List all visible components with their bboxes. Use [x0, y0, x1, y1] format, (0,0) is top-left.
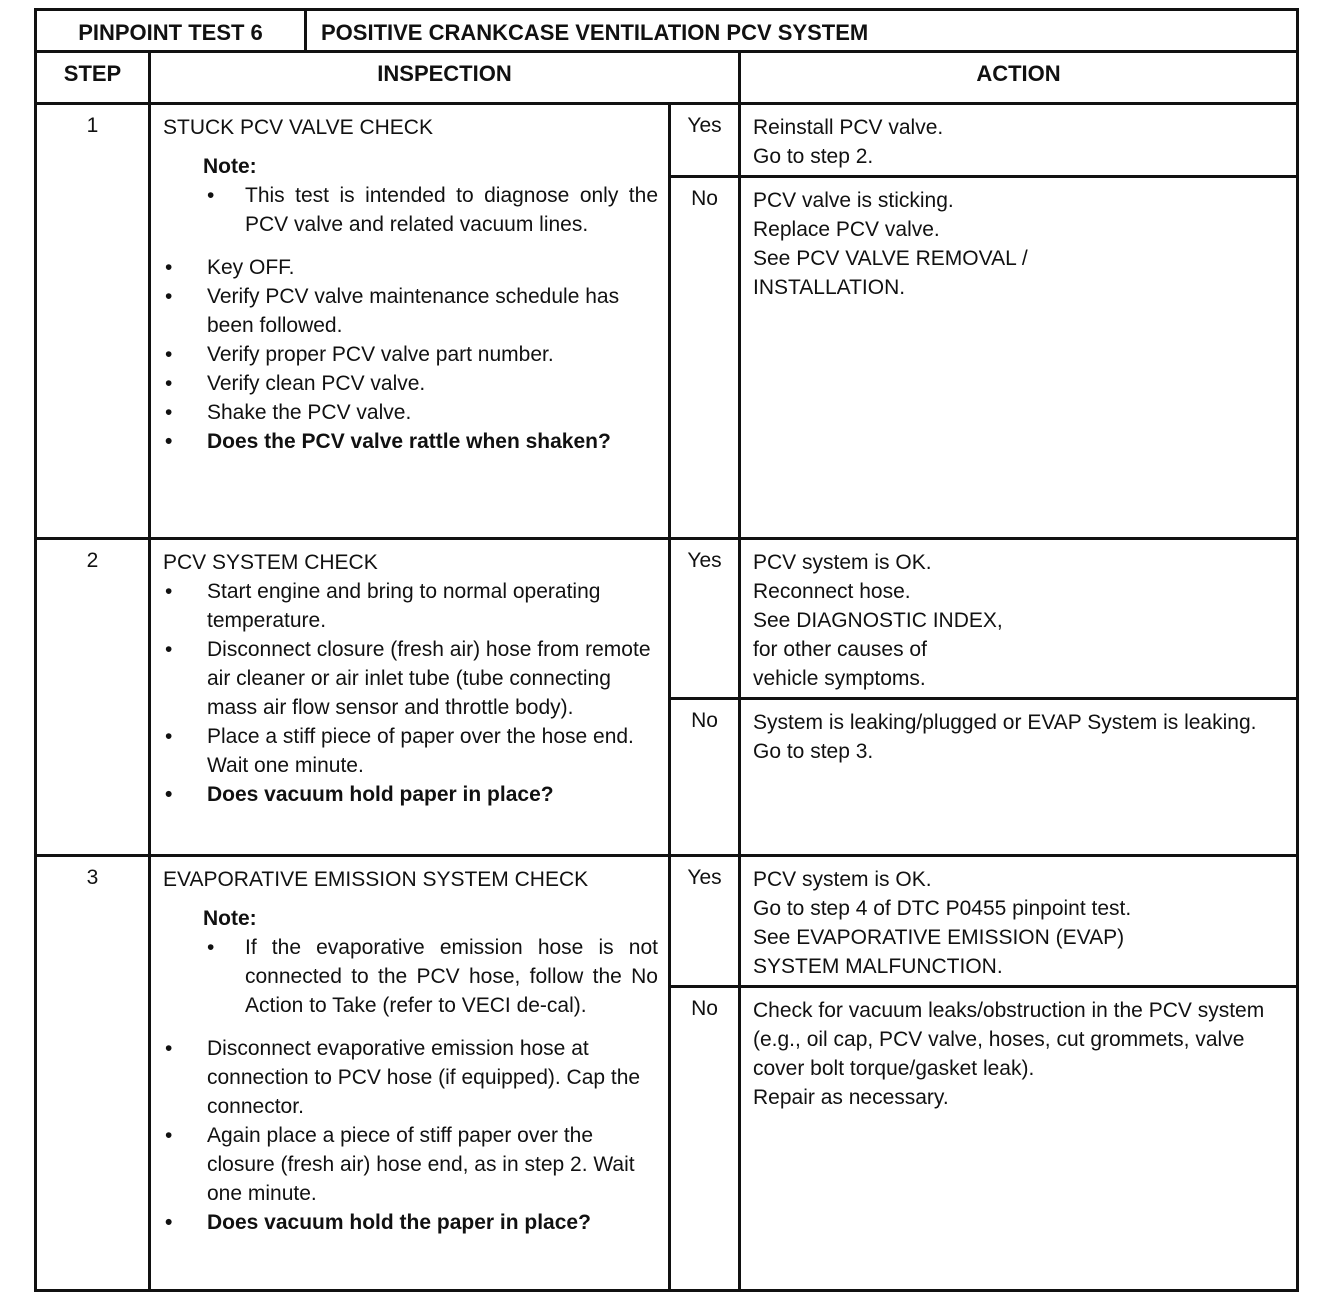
note-label: Note:: [203, 155, 257, 178]
no-action: [740, 699, 1298, 856]
yes-action: [740, 856, 1298, 987]
yes-label: Yes: [670, 104, 740, 177]
step-title: PCV SYSTEM CHECK: [163, 551, 378, 574]
action-line: for other causes of: [753, 638, 927, 661]
yes-action: [740, 104, 1298, 177]
no-label: No: [670, 177, 740, 539]
step-number: 3: [36, 856, 150, 1291]
list-item: • Verify proper PCV valve part number.: [163, 340, 658, 369]
question-item: • Does the PCV valve rattle when shaken?: [163, 427, 658, 456]
list-item: • Verify clean PCV valve.: [163, 369, 658, 398]
action-line: See DIAGNOSTIC INDEX,: [753, 609, 1003, 632]
inspection-cell: [150, 539, 670, 856]
action-line: Go to step 4 of DTC P0455 pinpoint test.: [753, 897, 1132, 920]
yes-action: [740, 539, 1298, 699]
list-item: • Disconnect closure (fresh air) hose from remote air cleaner or air inlet tube (tube connecting mass air flow sensor and throttle body).: [163, 635, 658, 722]
yes-label: Yes: [670, 539, 740, 699]
step-number: 1: [36, 104, 150, 539]
no-action: [740, 987, 1298, 1291]
action-line: SYSTEM MALFUNCTION.: [753, 955, 1003, 978]
list-item: • Disconnect evaporative emission hose at connection to PCV hose (if equipped). Cap the connector.: [163, 1034, 658, 1121]
list-item: • Again place a piece of stiff paper over the closure (fresh air) hose end, as in step 2. Wait one minute.: [163, 1121, 658, 1208]
action-line: vehicle symptoms.: [753, 667, 926, 690]
list-item: • Key OFF.: [163, 253, 658, 282]
action-line: See PCV VALVE REMOVAL /: [753, 247, 1028, 270]
pinpoint-test-page: [34, 8, 1296, 1292]
note-text: • If the evaporative emission hose is not connected to the PCV hose, follow the No Action to Take (refer to VECI de-cal).: [205, 933, 658, 1020]
column-header-row: [36, 52, 1298, 104]
question-item: • Does vacuum hold the paper in place?: [163, 1208, 658, 1237]
action-line: Replace PCV valve.: [753, 218, 940, 241]
table-row: [36, 539, 1298, 699]
yes-label: Yes: [670, 856, 740, 987]
action-line: Go to step 3.: [753, 740, 874, 763]
list-item: • Place a stiff piece of paper over the hose end. Wait one minute.: [163, 722, 658, 780]
column-action: ACTION: [740, 52, 1298, 104]
table-row: [36, 856, 1298, 987]
inspection-cell: [150, 104, 670, 539]
action-line: System is leaking/plugged or EVAP System is leaking.: [753, 711, 1257, 734]
no-label: No: [670, 987, 740, 1291]
test-id: PINPOINT TEST 6: [36, 10, 306, 52]
no-label: No: [670, 699, 740, 856]
step-title: STUCK PCV VALVE CHECK: [163, 116, 433, 139]
list-item: • Shake the PCV valve.: [163, 398, 658, 427]
test-title: POSITIVE CRANKCASE VENTILATION PCV SYSTEM: [306, 10, 1298, 52]
no-action: [740, 177, 1298, 539]
action-line: Go to step 2.: [753, 145, 874, 168]
action-line: Reinstall PCV valve.: [753, 116, 944, 139]
action-line: Repair as necessary.: [753, 1086, 949, 1109]
list-item: • Start engine and bring to normal operating temperature.: [163, 577, 658, 635]
action-line: See EVAPORATIVE EMISSION (EVAP): [753, 926, 1125, 949]
action-line: INSTALLATION.: [753, 276, 906, 299]
step-title: EVAPORATIVE EMISSION SYSTEM CHECK: [163, 868, 589, 891]
action-line: PCV system is OK.: [753, 551, 932, 574]
column-step: STEP: [36, 52, 150, 104]
question-item: • Does vacuum hold paper in place?: [163, 780, 658, 809]
step-number: 2: [36, 539, 150, 856]
action-line: PCV system is OK.: [753, 868, 932, 891]
test-header: [34, 8, 1299, 53]
column-inspection: INSPECTION: [150, 52, 740, 104]
note-label: Note:: [203, 907, 257, 930]
action-line: Reconnect hose.: [753, 580, 911, 603]
action-line: Check for vacuum leaks/obstruction in the PCV system (e.g., oil cap, PCV valve, hoses, cut grommets, valve cover bolt torque/gasket leak).: [753, 999, 1265, 1080]
inspection-cell: [150, 856, 670, 1291]
pinpoint-table: [34, 50, 1299, 1292]
list-item: • Verify PCV valve maintenance schedule has been followed.: [163, 282, 658, 340]
action-line: PCV valve is sticking.: [753, 189, 954, 212]
table-row: [36, 104, 1298, 177]
note-text: • This test is intended to diagnose only the PCV valve and related vacuum lines.: [205, 181, 658, 239]
